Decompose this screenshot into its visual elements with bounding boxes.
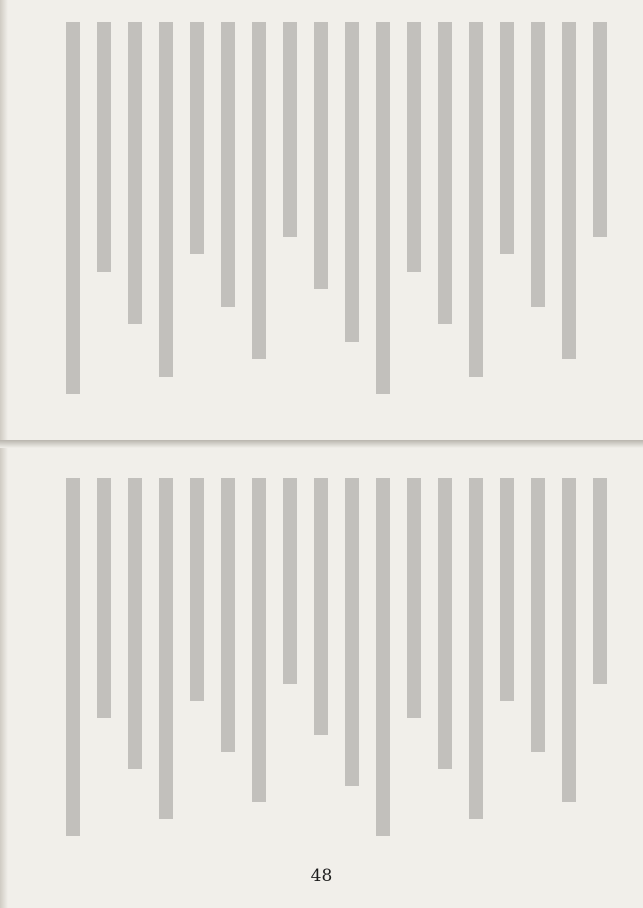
page-fold xyxy=(0,440,643,448)
scan-edge xyxy=(0,0,8,908)
text-placeholder-line xyxy=(438,22,452,324)
text-placeholder-line xyxy=(407,478,421,718)
text-column xyxy=(555,478,582,863)
text-placeholder-line xyxy=(531,478,545,752)
text-column xyxy=(462,22,489,422)
text-placeholder-line xyxy=(438,478,452,769)
text-column xyxy=(431,22,458,422)
text-placeholder-line xyxy=(283,478,297,684)
text-placeholder-line xyxy=(221,478,235,752)
text-placeholder-line xyxy=(562,478,576,802)
text-placeholder-line xyxy=(531,22,545,307)
text-column xyxy=(307,22,334,422)
text-placeholder-line xyxy=(593,478,607,684)
text-placeholder-line xyxy=(469,22,483,377)
text-column xyxy=(214,22,241,422)
text-placeholder-line xyxy=(314,22,328,289)
text-column xyxy=(493,478,520,863)
lower-text-block xyxy=(30,478,613,863)
text-column xyxy=(493,22,520,422)
text-placeholder-line xyxy=(97,22,111,272)
text-column xyxy=(121,478,148,863)
text-column xyxy=(369,478,396,863)
text-column xyxy=(586,22,613,422)
text-placeholder-line xyxy=(314,478,328,735)
text-placeholder-line xyxy=(221,22,235,307)
text-placeholder-line xyxy=(190,478,204,701)
text-column xyxy=(183,22,210,422)
text-placeholder-line xyxy=(252,22,266,359)
text-column xyxy=(90,22,117,422)
text-column xyxy=(431,478,458,863)
text-column xyxy=(338,478,365,863)
text-placeholder-line xyxy=(407,22,421,272)
text-column xyxy=(183,478,210,863)
upper-text-block xyxy=(30,22,613,422)
text-placeholder-line xyxy=(128,22,142,324)
text-column xyxy=(152,478,179,863)
text-column xyxy=(90,478,117,863)
text-column xyxy=(307,478,334,863)
text-column xyxy=(338,22,365,422)
text-placeholder-line xyxy=(252,478,266,802)
page-number: 48 xyxy=(310,866,333,886)
text-column xyxy=(555,22,582,422)
text-placeholder-line xyxy=(283,22,297,237)
text-placeholder-line xyxy=(128,478,142,769)
text-placeholder-line xyxy=(562,22,576,359)
text-placeholder-line xyxy=(66,478,80,836)
text-column xyxy=(276,22,303,422)
text-placeholder-line xyxy=(376,22,390,394)
text-placeholder-line xyxy=(159,478,173,819)
text-placeholder-line xyxy=(376,478,390,836)
text-placeholder-line xyxy=(345,478,359,786)
text-placeholder-line xyxy=(159,22,173,377)
text-placeholder-line xyxy=(500,22,514,254)
text-column xyxy=(152,22,179,422)
text-column xyxy=(59,478,86,863)
text-column xyxy=(400,478,427,863)
text-column xyxy=(214,478,241,863)
text-placeholder-line xyxy=(345,22,359,342)
text-column xyxy=(121,22,148,422)
text-column xyxy=(276,478,303,863)
text-column xyxy=(245,22,272,422)
text-column xyxy=(524,22,551,422)
text-placeholder-line xyxy=(593,22,607,237)
text-placeholder-line xyxy=(500,478,514,701)
text-column xyxy=(400,22,427,422)
text-column xyxy=(369,22,396,422)
text-placeholder-line xyxy=(97,478,111,718)
text-column xyxy=(586,478,613,863)
text-column xyxy=(59,22,86,422)
text-placeholder-line xyxy=(190,22,204,254)
text-placeholder-line xyxy=(469,478,483,819)
text-column xyxy=(462,478,489,863)
text-column xyxy=(524,478,551,863)
text-column xyxy=(245,478,272,863)
text-placeholder-line xyxy=(66,22,80,394)
